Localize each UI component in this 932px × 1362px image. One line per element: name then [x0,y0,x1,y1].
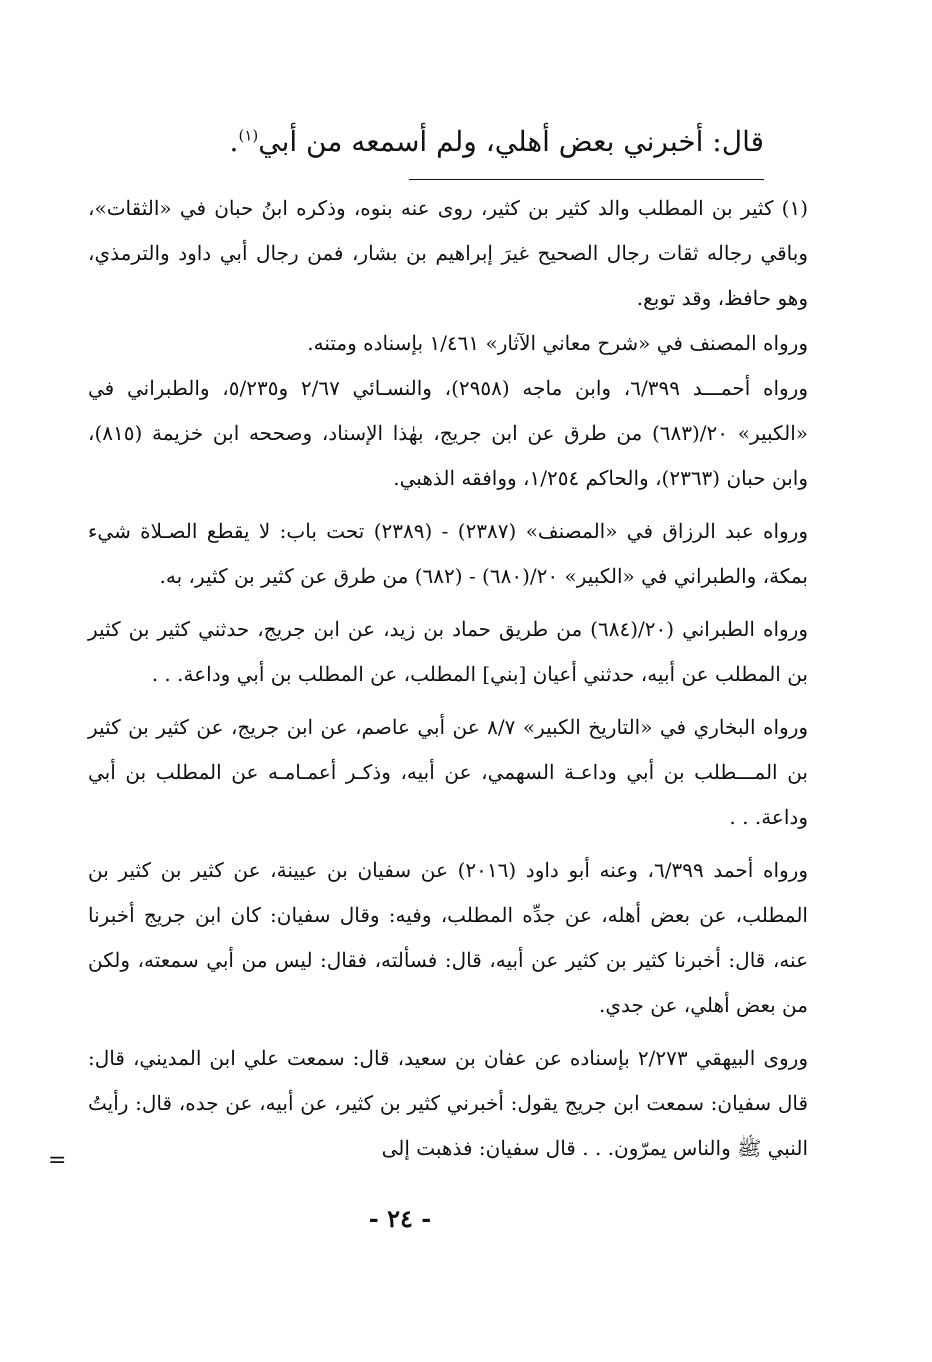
footnote-reference: (١) [238,126,259,145]
footnote-paragraph: ورواه البخاري في «التاريخ الكبير» ٨/٧ عن أبي عاصم، عن ابن جريج، عن كثير بن كثير بن المـــطلب بن أبي وداعـة السهمي، عن أبيه، وذكـر أعمـامـه عن المطلب بن أبي وداعة. . . [88,715,809,829]
footnote-paragraph: ورواه الطبراني (٢٠/(٦٨٤) من طريق حماد بن زيد، عن ابن جريج، حدثني كثير بن كثير بن المطلب عن أبيه، حدثني أعيان [بني] المطلب، عن المطلب بن أبي وداعة. . . [88,617,809,686]
footnote-paragraph: ورواه أحمد ٦/٣٩٩، وعنه أبو داود (٢٠١٦) عن سفيان بن عيينة، عن كثير بن كثير بن المطلب، عن بعض أهله، عن جدِّه المطلب، وفيه: وقال سفيان: كان ابن جريج أخبرنا عنه، قال: أخبرنا كثير بن كثير عن أبيه، قال: فسألته، فقال: ليس من أبي سمعته، ولكن من بعض أهلي، عن جدي. [88,858,808,1017]
main-text-end: . [229,125,239,158]
main-text-line [144,122,764,162]
continuation-mark: = [48,1148,67,1173]
main-text: قال: أخبرني بعض أهلي، ولم أسمعه من أبي [258,125,764,158]
page-number: - ٢٤ - [368,1204,432,1233]
footnote-separator [409,179,764,180]
footnote-paragraph: (١) كثير بن المطلب والد كثير بن كثير، روى عنه بنوه، وذكره ابنُ حبان في «الثقات»، وباقي رجاله ثقات رجال الصحيح غيرَ إبراهيم بن بشار، فمن رجال أبي داود والترمذي، وهو حافظ، وقد توبع. [88,196,808,310]
footnote-paragraph: ورواه المصنف في «شرح معاني الآثار» ١/٤٦١ بإسناده ومتنه. [307,331,808,355]
footnote-paragraph: وروى البيهقي ٢/٢٧٣ بإسناده عن عفان بن سعيد، قال: سمعت علي ابن المديني، قال: قال سفيان: سمعت ابن جريج يقول: أخبرني كثير بن كثير، عن أبيه، عن جده، قال: رأيتُ النبي ﷺ والناس يمرّون. . . قال سفيان: فذهبت إلى [88,1046,808,1160]
footnote-paragraph: ورواه عبد الرزاق في «المصنف» (٢٣٨٧) - (٢٣٨٩) تحت باب: لا يقطع الصـلاة شيء بمكة، والطبراني في «الكبير» ٢٠/(٦٨٠) - (٦٨٢) من طرق عن كثير بن كثير، به. [88,519,809,588]
footnote-paragraph: ورواه أحمـــد ٦/٣٩٩، وابن ماجه (٢٩٥٨)، والنسـائي ٢/٦٧ و٥/٢٣٥، والطبراني في «الكبير» ٢٠/(٦٨٣) من طرق عن ابن جريج، بهٰذا الإسناد، وصححه ابن خزيمة (٨١٥)، وابن حبان (٢٣٦٣)، والحاكم ١/٢٥٤، ووافقه الذهبي. [88,376,808,490]
footnotes-section [88,186,808,1171]
